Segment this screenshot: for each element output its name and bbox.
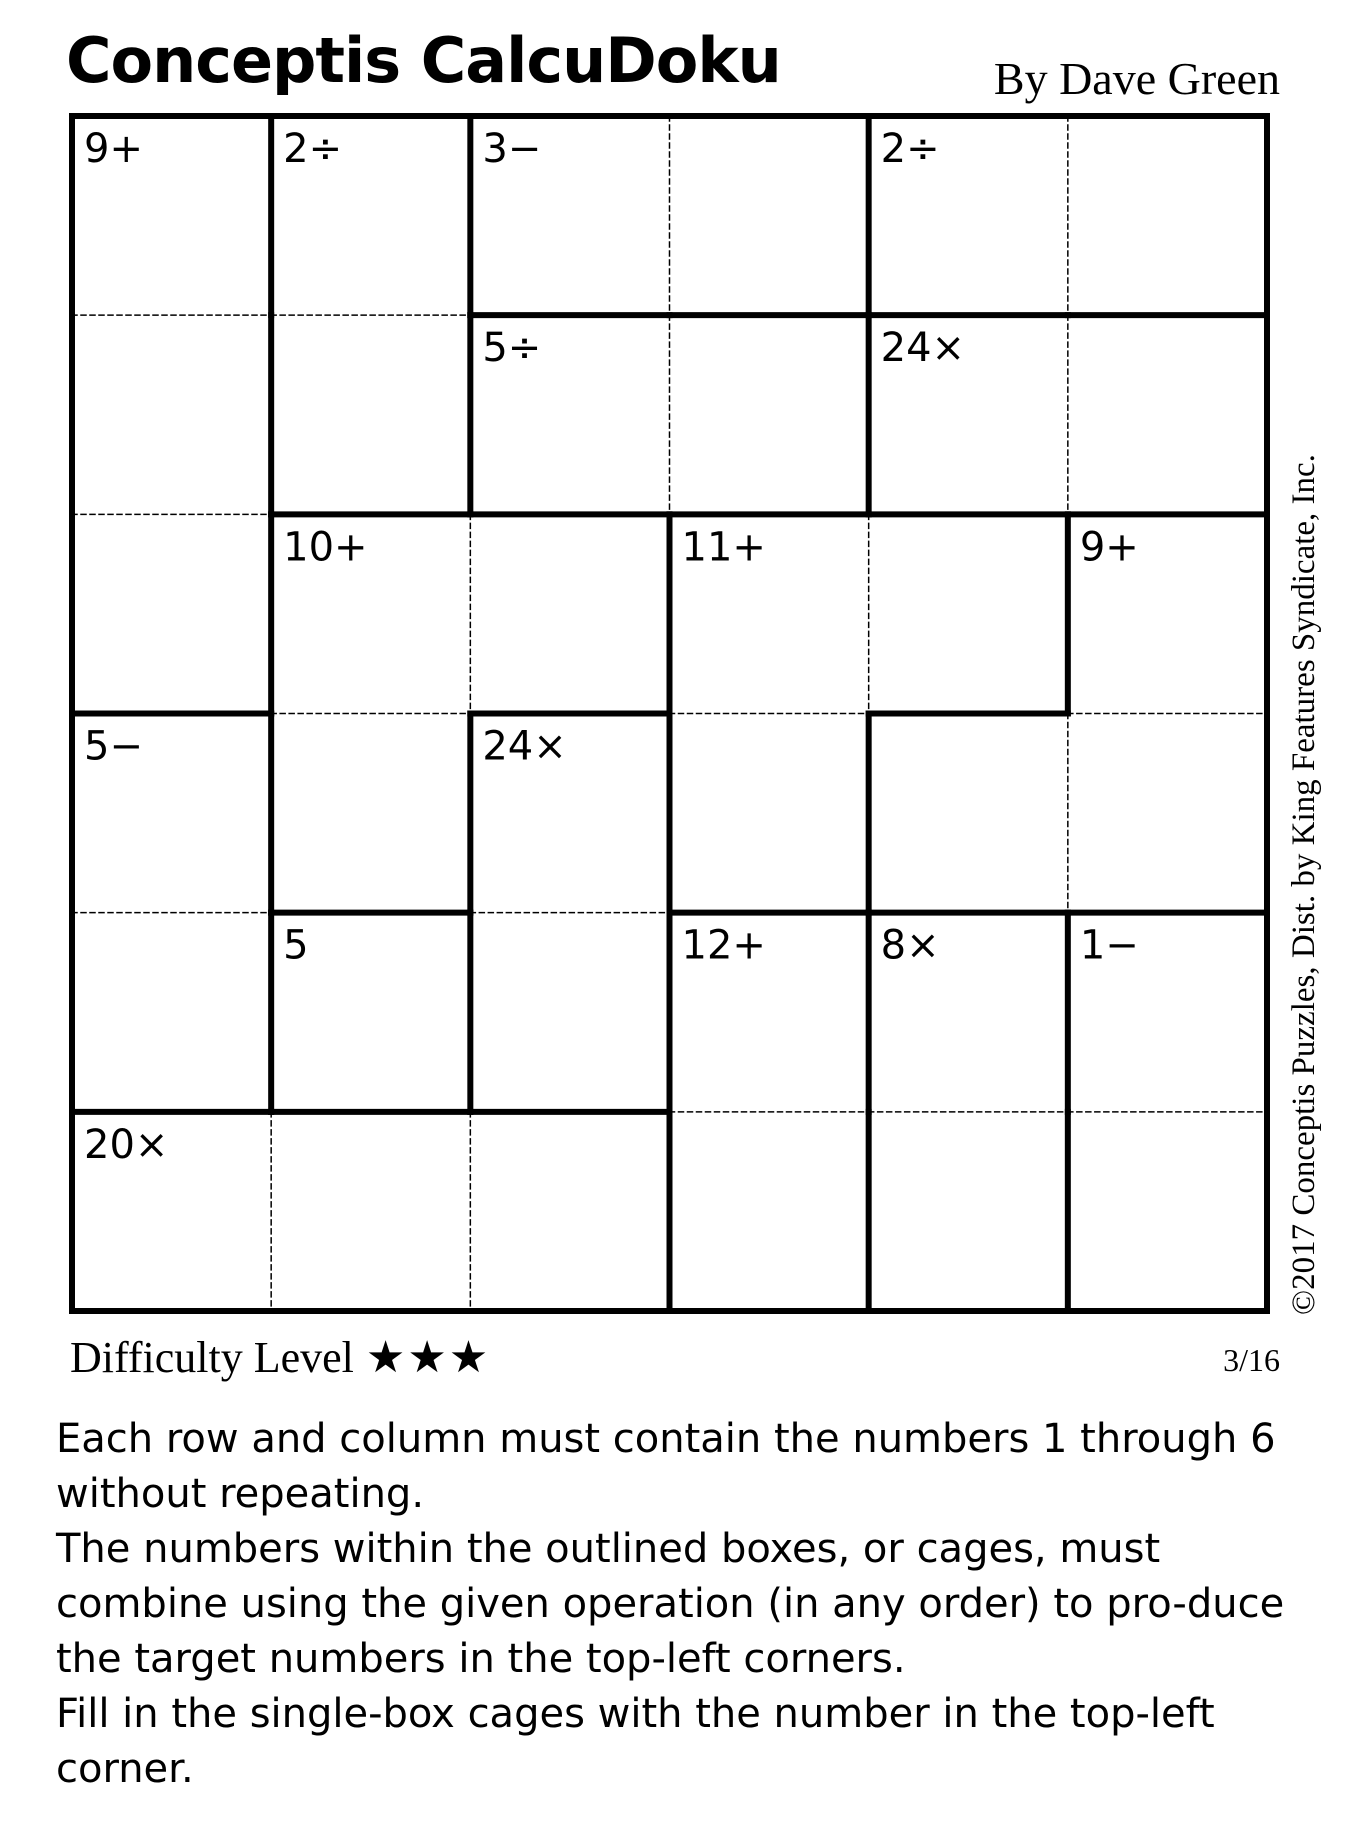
grid-cell[interactable] — [470, 913, 669, 1112]
grid-cell[interactable] — [72, 514, 271, 713]
cage-label: 1− — [1079, 922, 1139, 969]
grid-cell[interactable] — [271, 714, 470, 913]
cage-label: 11+ — [681, 524, 766, 571]
cage-label: 5÷ — [482, 325, 542, 372]
difficulty-level — [70, 1333, 491, 1382]
grid-cell[interactable] — [271, 315, 470, 514]
cage-label: 3− — [482, 126, 542, 172]
cage-label: 24× — [880, 325, 966, 372]
grid-cell[interactable] — [470, 1112, 669, 1311]
cage-label: 24× — [482, 723, 567, 770]
grid-cell[interactable] — [670, 714, 869, 913]
puzzle-title: Conceptis CalcuDoku — [66, 24, 781, 97]
cage-label: 2÷ — [283, 126, 343, 172]
byline: By Dave Green — [993, 53, 1280, 104]
cage-label: 9+ — [84, 126, 143, 172]
copyright-text: ©2017 Conceptis Puzzles, Dist. by King Features Syndicate, Inc. — [1286, 454, 1322, 1315]
cage-label: 5 — [283, 922, 309, 969]
cage-label: 5− — [84, 723, 143, 770]
instruction-line: Each row and column must contain the numbers 1 through 6 without repeating. — [56, 1416, 1276, 1517]
instruction-line: The numbers within the outlined boxes, or cages, must combine using the given operation (in any order) to pro-duce the target numbers in the top-left corners. — [56, 1526, 1285, 1682]
puzzle-date: 3/16 — [1223, 1342, 1280, 1378]
grid-cell[interactable] — [470, 514, 669, 713]
calcudoku-grid[interactable] — [69, 113, 1270, 1314]
grid-cell[interactable] — [1068, 315, 1267, 514]
grid-cell[interactable] — [869, 714, 1068, 913]
cage-label: 8× — [880, 922, 940, 969]
header — [0, 0, 1352, 115]
grid-cell[interactable] — [1068, 714, 1267, 913]
cage-label: 10+ — [283, 524, 368, 571]
cage-label: 2÷ — [880, 126, 940, 172]
grid-cell[interactable] — [72, 913, 271, 1112]
grid-cell[interactable] — [670, 315, 869, 514]
cage-label: 12+ — [681, 922, 766, 969]
instruction-line: Fill in the single-box cages with the number in the top-left corner. — [56, 1691, 1215, 1792]
grid-cell[interactable] — [271, 1112, 470, 1311]
grid-cell[interactable] — [869, 1112, 1068, 1311]
footer-row — [68, 1330, 1280, 1390]
copyright-notice — [1278, 303, 1328, 1315]
grid-cell[interactable] — [72, 315, 271, 514]
instructions — [56, 1412, 1326, 1797]
difficulty-label: Difficulty Level — [70, 1333, 354, 1382]
grid-cell[interactable] — [1068, 116, 1267, 315]
difficulty-stars-icon: ★★★ — [365, 1333, 491, 1382]
grid-cell[interactable] — [670, 1112, 869, 1311]
grid-cell[interactable] — [869, 514, 1068, 713]
grid-cell[interactable] — [1068, 1112, 1267, 1311]
cage-label: 20× — [84, 1121, 169, 1168]
cage-label: 9+ — [1079, 524, 1139, 571]
grid-cell[interactable] — [670, 116, 869, 315]
